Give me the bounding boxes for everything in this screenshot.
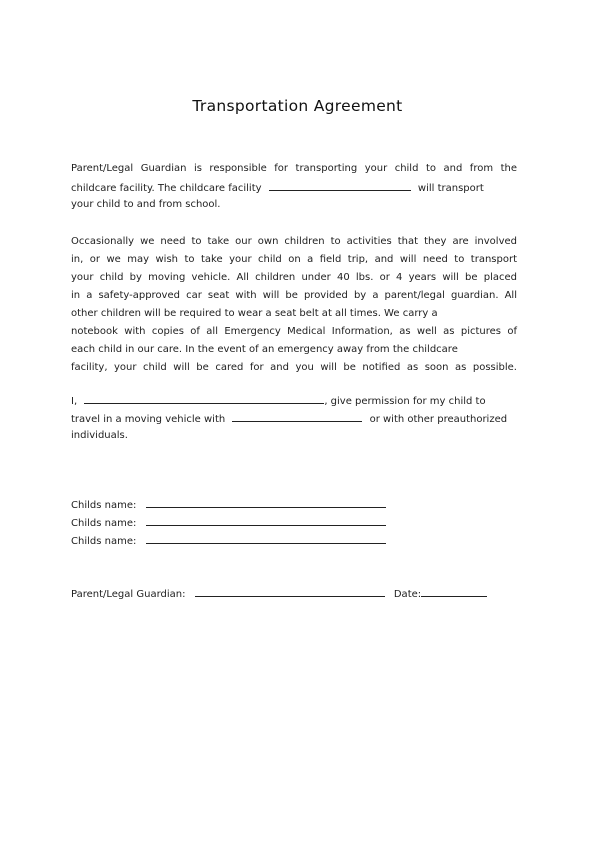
child-name-field-1[interactable]	[146, 498, 386, 508]
child-name-label-3: Childs name:	[71, 536, 137, 547]
driver-name-blank[interactable]	[232, 412, 362, 422]
document-title: Transportation Agreement	[192, 97, 403, 115]
permission-line-3: individuals.	[71, 430, 128, 441]
child-name-label-1: Childs name:	[71, 500, 137, 511]
paragraph2-line-2: in, or we may wish to take your child on a field trip, and will need to transport	[71, 254, 517, 265]
child-name-label-2: Childs name:	[71, 518, 137, 529]
paragraph2-line-4: in a safety-approved car seat with will be provided by a parent/legal guardian. All	[71, 290, 517, 301]
guardian-signature-field[interactable]	[195, 587, 385, 597]
paragraph2-line-1: Occasionally we need to take our own children to activities that they are involved	[71, 236, 517, 247]
paragraph1-line-2-text: childcare facility. The childcare facility	[71, 183, 262, 194]
child-name-field-2[interactable]	[146, 516, 386, 526]
permission-line-2	[71, 412, 507, 426]
permission-line-2-end: or with other preauthorized	[369, 414, 508, 425]
guardian-name-blank[interactable]	[84, 394, 324, 404]
paragraph1-line-3: your child to and from school.	[71, 199, 221, 210]
permission-prefix: I,	[71, 396, 78, 407]
date-label: Date:	[393, 589, 422, 600]
guardian-label: Parent/Legal Guardian:	[71, 589, 186, 600]
child-name-field-3[interactable]	[146, 534, 386, 544]
permission-line-1	[71, 394, 486, 408]
paragraph2-line-8: facility, your child will be cared for and you will be notified as soon as possible.	[71, 362, 517, 373]
permission-line-2-start: travel in a moving vehicle with	[71, 414, 226, 425]
paragraph2-line-7: each child in our care. In the event of an emergency away from the childcare	[71, 344, 458, 355]
paragraph2-line-6: notebook with copies of all Emergency Medical Information, as well as pictures of	[71, 326, 517, 337]
child-name-row-2	[71, 516, 386, 530]
child-name-row-3	[71, 534, 386, 548]
paragraph1-line-2	[71, 181, 484, 195]
paragraph2-line-5: other children will be required to wear a seat belt at all times. We carry a	[71, 308, 438, 319]
childcare-facility-blank[interactable]	[269, 181, 411, 191]
paragraph1-line-2-end: will transport	[417, 183, 484, 194]
date-field[interactable]	[421, 587, 487, 597]
child-name-row-1	[71, 498, 386, 512]
paragraph1-line-1: Parent/Legal Guardian is responsible for transporting your child to and from the	[71, 163, 517, 174]
paragraph2-line-3: your child by moving vehicle. All children under 40 lbs. or 4 years will be placed	[71, 272, 517, 283]
permission-after-name: , give permission for my child to	[324, 396, 486, 407]
guardian-signature-row	[71, 587, 487, 601]
